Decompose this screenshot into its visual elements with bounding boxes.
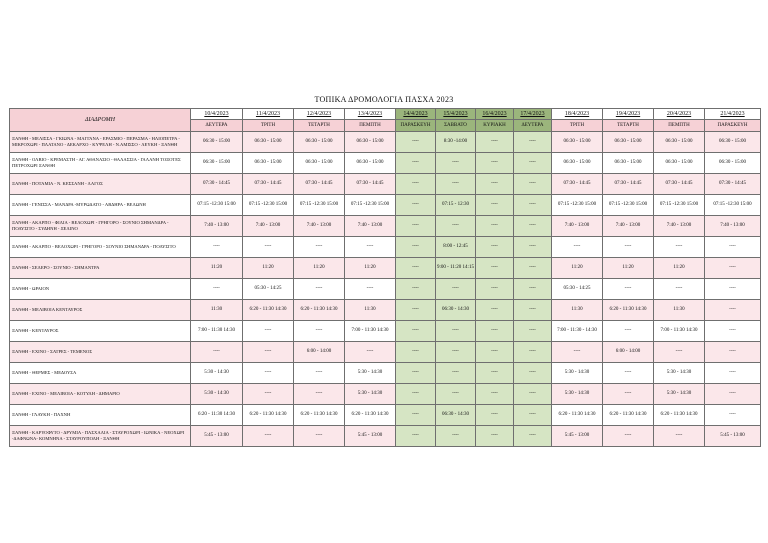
time-cell: 7:00 - 11:30 14:30 [654,321,705,342]
route-name: ΞΑΝΘΗ - ΚΑΡΥΟΦΥΤΟ - ΔΡΥΜΙΑ - ΠΑΣΧΑΛΙΑ - ΣΤΑΥΡΟΧΩΡΙ - ΙΩΝΙΚΑ - ΝΕΟΧΩΡΙ -ΔΑΦΝΩΝΑ- ΚΟΜΝΗΝΑ - ΣΤΑΥΡΟΥΠΟΛΗ - ΞΑΝΘΗ [10,426,191,447]
time-cell: 06:30 - 15:00 [603,153,654,174]
time-cell: ---- [514,321,552,342]
time-cell: ---- [476,279,514,300]
time-cell: ---- [396,384,436,405]
time-cell: 7:40 - 13:00 [654,216,705,237]
date-header: 21/4/2023 [705,109,761,120]
time-cell: 06:30 - 15:00 [243,153,294,174]
time-cell: ---- [476,195,514,216]
route-name: ΞΑΝΘΗ - ΘΕΡΜΕΣ - ΜΕΔΟΥΣΑ [10,363,191,384]
time-cell: ---- [396,426,436,447]
time-cell: 06:30 - 15:00 [552,153,603,174]
time-cell: 7:00 - 11:30 - 14:30 [552,321,603,342]
table-row [10,174,761,195]
time-cell: 5:45 - 13:00 [705,426,761,447]
time-cell: ---- [294,384,345,405]
time-cell: 9:00 - 11:20 14:15 [436,258,476,279]
time-cell: 11:30 [345,300,396,321]
time-cell: ---- [396,405,436,426]
time-cell: 07:30 - 14:45 [243,174,294,195]
table-row [10,195,761,216]
route-name: ΞΑΝΘΗ - ΑΚΑΡΠΟ - ΒΕΛΟΧΩΡΙ - ΓΡΗΓΟΡΟ - ΣΟΥΝΙΟ ΣΗΜΑΝΔΡΑ - ΠΟΛΥΣΙΤΟ [10,237,191,258]
time-cell: ---- [514,405,552,426]
time-cell: 5:30 - 14:30 [345,363,396,384]
time-cell: ---- [603,237,654,258]
time-cell: ---- [654,426,705,447]
time-cell: 11:30 [654,300,705,321]
time-cell: 11:20 [654,258,705,279]
time-cell: 8:30 -14:00 [436,132,476,153]
time-cell: ---- [514,195,552,216]
route-name: ΞΑΝΘΗ - ΣΕΛΕΡΟ - ΣΟΥΝΙΟ - ΣΗΜΑΝΤΡΑ [10,258,191,279]
time-cell: ---- [191,279,243,300]
date-header: 13/4/2023 [345,109,396,120]
time-cell: 8:00 - 12:45 [436,237,476,258]
time-cell: 07:15 -12:30 15:00 [294,195,345,216]
time-cell: ---- [705,384,761,405]
time-cell: ---- [396,363,436,384]
time-cell: ---- [514,216,552,237]
time-cell: 07:15 -12:30 15:00 [243,195,294,216]
time-cell: ---- [476,174,514,195]
table-row [10,426,761,447]
weekday-header: ΤΡΙΤΗ [552,120,603,132]
weekday-header: ΠΕΜΠΤΗ [654,120,705,132]
table-row [10,363,761,384]
time-cell: ---- [603,279,654,300]
time-cell: ---- [476,321,514,342]
time-cell: 6:20 - 11:30 14:30 [191,405,243,426]
time-cell: 07:30 - 14:45 [654,174,705,195]
time-cell: ---- [514,279,552,300]
time-cell: ---- [514,258,552,279]
time-cell: 5:30 - 14:30 [345,384,396,405]
time-cell: ---- [476,384,514,405]
time-cell: 5:30 - 14:30 [191,384,243,405]
weekday-header: ΤΕΤΑΡΤΗ [603,120,654,132]
route-name: ΞΑΝΘΗ - ΠΟΤΑΜΙΑ - Ν. ΚΕΣΣΑΝΗ - ΛΑΓΟΣ [10,174,191,195]
time-cell: ---- [436,384,476,405]
table-row [10,405,761,426]
table-row [10,300,761,321]
time-cell: ---- [705,300,761,321]
time-cell: ---- [603,363,654,384]
route-name: ΞΑΝΘΗ - ΑΚΑΡΠΟ - ΦΙΛΙΑ - ΒΕΛΟΧΩΡΙ - ΓΡΗΓΟΡΟ - ΣΟΥΝΙΟ ΣΗΜΑΝΔΡΑ - ΠΟΛΥΣΙΤΟ - ΣΥΔΗΝΗ - ΞΕΛΙΝΟ [10,216,191,237]
time-cell: 5:45 - 13:00 [552,426,603,447]
time-cell: ---- [243,342,294,363]
time-cell: ---- [476,363,514,384]
time-cell: ---- [705,405,761,426]
time-cell: ---- [243,426,294,447]
weekday-header: ΠΑΡΑΣΚΕΥΗ [705,120,761,132]
time-cell: 5:30 - 14:30 [654,384,705,405]
time-cell: ---- [476,258,514,279]
route-column-header: ΔΙΑΔΡΟΜΗ [10,109,191,132]
time-cell: 11:20 [345,258,396,279]
weekday-header: ΠΕΜΠΤΗ [345,120,396,132]
time-cell: 6:20 - 11:30 14:30 [294,300,345,321]
time-cell: ---- [396,216,436,237]
table-row [10,132,761,153]
date-header: 15/4/2023 [436,109,476,120]
time-cell: 05:30 - 14:25 [552,279,603,300]
time-cell: 07:30 - 14:45 [705,174,761,195]
route-name: ΞΑΝΘΗ - ΟΛΒΙΟ - ΚΡΕΜΑΣΤΗ - ΑΓ. ΑΘΑΝΑΣΙΟ - ΘΑΛΑΣΣΙΑ - ΓΑΛΑΝΗ ΤΟΞΟΤΕΣ ΠΕΤΡΟΧΩΡΙ ΞΑΝΘΗ [10,153,191,174]
time-cell: ---- [294,363,345,384]
time-cell: ---- [243,363,294,384]
time-cell: 06:30 - 15:00 [705,132,761,153]
time-cell: ---- [294,237,345,258]
time-cell: 06:30 - 14:30 [436,300,476,321]
date-header: 18/4/2023 [552,109,603,120]
route-name: ΞΑΝΘΗ - ΕΧΙΝΟ - ΜΕΛΙΒΟΙΑ - ΚΟΤΥΛΗ - ΔΗΜΑΡΙΟ [10,384,191,405]
time-cell: ---- [514,384,552,405]
time-cell: ---- [654,237,705,258]
date-header: 11/4/2023 [243,109,294,120]
time-cell: 06:30 - 15:00 [552,132,603,153]
table-row [10,342,761,363]
time-cell: ---- [552,342,603,363]
time-cell: 11:20 [191,258,243,279]
time-cell: 11:30 [191,300,243,321]
time-cell: ---- [243,384,294,405]
time-cell: ---- [191,237,243,258]
table-row [10,237,761,258]
time-cell: 6:00 - 14:00 [603,342,654,363]
time-cell: ---- [476,426,514,447]
time-cell: ---- [476,405,514,426]
time-cell: 6:20 - 11:30 14:30 [603,300,654,321]
time-cell: 7:40 - 13:00 [243,216,294,237]
time-cell: ---- [396,237,436,258]
time-cell: 07:15 -12:30 15:00 [603,195,654,216]
time-cell: 07:15 -12:30 15:00 [345,195,396,216]
time-cell: ---- [436,174,476,195]
time-cell: 06:30 - 15:00 [345,132,396,153]
time-cell: ---- [294,426,345,447]
time-cell: 6:20 - 11:30 14:30 [654,405,705,426]
table-row [10,384,761,405]
time-cell: ---- [514,342,552,363]
time-cell: 11:20 [294,258,345,279]
time-cell: ---- [514,174,552,195]
time-cell: 06:30 - 15:00 [294,132,345,153]
weekday-header: ΔΕΥΤΕΡΑ [514,120,552,132]
time-cell: ---- [294,279,345,300]
time-cell: 5:30 - 14:30 [654,363,705,384]
time-cell: ---- [514,132,552,153]
time-cell: ---- [294,321,345,342]
time-cell: ---- [345,342,396,363]
time-cell: ---- [396,321,436,342]
time-cell: ---- [603,321,654,342]
table-row [10,279,761,300]
time-cell: ---- [345,279,396,300]
time-cell: 11:20 [243,258,294,279]
date-header: 10/4/2023 [191,109,243,120]
time-cell: 06:30 - 15:00 [705,153,761,174]
schedule-body [10,132,761,447]
time-cell: ---- [396,132,436,153]
time-cell: 7:40 - 13:00 [345,216,396,237]
time-cell: ---- [476,132,514,153]
time-cell: 05:30 - 14:25 [243,279,294,300]
time-cell: 07:15 -12:30 15:00 [705,195,761,216]
time-cell: ---- [396,300,436,321]
time-cell: ---- [514,300,552,321]
time-cell: 07:15 - 12:30 [436,195,476,216]
time-cell: 6:20 - 11:30 14:30 [603,405,654,426]
route-name: ΞΑΝΘΗ - ΩΡΑΙΟΝ [10,279,191,300]
time-cell: ---- [705,321,761,342]
route-name: ΞΑΝΘΗ - ΜΕΛΙΒΟΙΑ ΚΕΝΤΑΥΡΟΣ [10,300,191,321]
time-cell: 6:20 - 11:30 14:30 [243,405,294,426]
time-cell: ---- [514,363,552,384]
time-cell: ---- [705,237,761,258]
time-cell: 7:40 - 13:00 [191,216,243,237]
time-cell: 07:15 -12:30 15:00 [654,195,705,216]
time-cell: ---- [654,279,705,300]
time-cell: 07:30 - 14:45 [603,174,654,195]
time-cell: 5:30 - 14:30 [552,363,603,384]
route-name: ΞΑΝΘΗ - ΕΧΙΝΟ - ΣΑΤΡΕΣ - ΤΕΜΕΝΟΣ [10,342,191,363]
date-header: 16/4/2023 [476,109,514,120]
time-cell: ---- [243,237,294,258]
weekday-header: ΠΑΡΑΣΚΕΥΗ [396,120,436,132]
time-cell: 6:20 - 11:30 14:30 [345,405,396,426]
date-header: 14/4/2023 [396,109,436,120]
table-row [10,153,761,174]
time-cell: 6:00 - 14:00 [294,342,345,363]
time-cell: ---- [396,195,436,216]
time-cell: ---- [396,279,436,300]
time-cell: 06:30 - 15:00 [654,153,705,174]
time-cell: ---- [603,426,654,447]
date-header: 17/4/2023 [514,109,552,120]
time-cell: ---- [396,258,436,279]
weekday-header: ΣΑΒΒΑΤΟ [436,120,476,132]
time-cell: 06:30 - 15:00 [191,132,243,153]
weekday-header: ΤΕΤΑΡΤΗ [294,120,345,132]
time-cell: 6:20 - 11:30 14:30 [294,405,345,426]
time-cell: ---- [552,237,603,258]
time-cell: ---- [436,279,476,300]
time-cell: ---- [514,426,552,447]
date-header-row [10,109,761,120]
time-cell: 5:45 - 13:00 [345,426,396,447]
time-cell: ---- [705,258,761,279]
time-cell: ---- [476,342,514,363]
time-cell: ---- [436,426,476,447]
time-cell: ---- [396,342,436,363]
time-cell: ---- [705,279,761,300]
time-cell: 06:30 - 15:00 [654,132,705,153]
time-cell: ---- [654,342,705,363]
time-cell: 5:30 - 14:30 [552,384,603,405]
time-cell: ---- [476,300,514,321]
time-cell: ---- [191,342,243,363]
time-cell: 06:30 - 15:00 [294,153,345,174]
time-cell: ---- [514,153,552,174]
time-cell: 6:20 - 11:30 14:30 [552,405,603,426]
time-cell: 06:30 - 15:00 [243,132,294,153]
table-row [10,258,761,279]
time-cell: 06:30 - 15:00 [603,132,654,153]
route-name: ΞΑΝΘΗ - ΚΕΝΤΑΥΡΟΣ [10,321,191,342]
table-row [10,321,761,342]
date-header: 19/4/2023 [603,109,654,120]
time-cell: ---- [345,237,396,258]
time-cell: 07:30 - 14:45 [191,174,243,195]
time-cell: 06:30 - 14:30 [436,405,476,426]
time-cell: ---- [603,384,654,405]
time-cell: ---- [476,216,514,237]
time-cell: ---- [396,153,436,174]
time-cell: ---- [243,321,294,342]
time-cell: ---- [436,342,476,363]
time-cell: 07:30 - 14:45 [345,174,396,195]
time-cell: ---- [436,153,476,174]
time-cell: 07:30 - 14:45 [552,174,603,195]
weekday-header: ΚΥΡΙΑΚΗ [476,120,514,132]
date-header: 12/4/2023 [294,109,345,120]
time-cell: 11:30 [552,300,603,321]
time-cell: 07:30 - 14:45 [294,174,345,195]
time-cell: 11:20 [552,258,603,279]
time-cell: ---- [476,153,514,174]
time-cell: 7:40 - 13:00 [603,216,654,237]
time-cell: 07:15 -12:30 15:00 [552,195,603,216]
time-cell: 5:45 - 13:00 [191,426,243,447]
time-cell: 07:15 -12:30 15:00 [191,195,243,216]
time-cell: ---- [436,216,476,237]
time-cell: 06:30 - 15:00 [345,153,396,174]
weekday-header: ΔΕΥΤΕΡΑ [191,120,243,132]
time-cell: ---- [476,237,514,258]
time-cell: 7:40 - 13:00 [552,216,603,237]
table-row [10,216,761,237]
time-cell: ---- [436,363,476,384]
time-cell: ---- [396,174,436,195]
time-cell: 6:20 - 11:30 14:30 [243,300,294,321]
time-cell: 5:30 - 14:30 [191,363,243,384]
route-name: ΞΑΝΘΗ - ΜΕΛΙΣΣΑ - ΓΚΙΩΝΑ - ΜΑΓΓΑΝΑ - ΕΡΑΣΜΙΟ - ΠΕΡΑΣΜΑ - ΗΛΙΟΠΕΤΡΑ - ΜΙΚΡΟΧΩΡΙ - ΠΛΑΤΑΝΟ - ΔΕΚΑΡΧΟ - ΚΥΨΕΛΗ - Ν.ΑΜΙΣΣΟ - ΛΕΥΚΗ - ΞΑΝΘΗ [10,132,191,153]
time-cell: 7:00 - 11:30 14:30 [345,321,396,342]
route-name: ΞΑΝΘΗ - ΓΕΝΙΣΣΑ - ΜΑΝΔΡΑ -ΜΥΡΩΔΑΤΟ - ΑΒΔΗΡΑ - ΒΕΛΩΝΗ [10,195,191,216]
route-name: ΞΑΝΘΗ - ΓΛΑΥΚΗ - ΠΑΧΝΗ [10,405,191,426]
schedule-table [9,108,761,447]
time-cell: 11:20 [603,258,654,279]
date-header: 20/4/2023 [654,109,705,120]
time-cell: ---- [705,342,761,363]
page-title: ΤΟΠΙΚΑ ΔΡΟΜΟΛΟΓΙΑ ΠΑΣΧΑ 2023 [314,95,454,104]
time-cell: 7:40 - 13:00 [705,216,761,237]
time-cell: ---- [514,237,552,258]
time-cell: 06:30 - 15:00 [191,153,243,174]
time-cell: ---- [436,321,476,342]
weekday-header: ΤΡΙΤΗ [243,120,294,132]
time-cell: ---- [705,363,761,384]
time-cell: 7:00 - 11:30 14:30 [191,321,243,342]
time-cell: 7:40 - 13:00 [294,216,345,237]
